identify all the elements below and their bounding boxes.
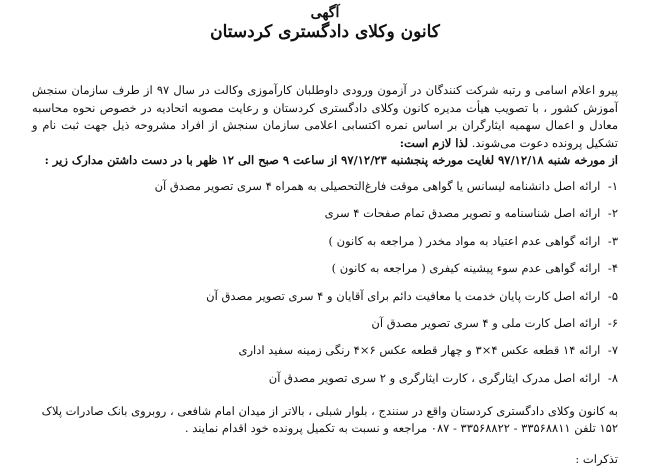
intro-paragraph	[32, 82, 618, 152]
item-text: ارائه گواهی عدم اعتیاد به مواد مخدر ( مراجعه به کانون )	[328, 233, 601, 248]
item-number: ۸-	[607, 370, 618, 385]
required-documents-list	[32, 178, 618, 397]
registration-deadline: از مورخه شنبه ۹۷/۱۲/۱۸ لغایت مورخه پنجشنبه ۹۷/۱۲/۲۳ از ساعت ۹ صبح الی ۱۲ ظهر با در دست داشتن مدارک زیر :	[44, 153, 618, 167]
list-item	[32, 260, 618, 287]
item-text: ارائه اصل مدرک ایثارگری ، کارت ایثارگری و ۲ سری تصویر مصدق آن	[268, 370, 601, 385]
item-text: ارائه اصل کارت ملی و ۴ سری تصویر مصدق آن	[371, 315, 601, 330]
item-number: ۱-	[607, 179, 618, 193]
item-text: ارائه اصل کارت پایان خدمت یا معافیت دائم برای آقایان و ۴ سری تصویر مصدق آن	[206, 288, 601, 303]
list-item	[32, 205, 618, 232]
item-text: ارائه ۱۴ قطعه عکس ۴×۳ و چهار قطعه عکس ۶×۴ رنگی زمینه سفید اداری	[238, 343, 601, 358]
item-text: ارائه اصل شناسنامه و تصویر مصدق تمام صفحات ۴ سری	[324, 206, 601, 221]
notice-heading: آگهی	[310, 5, 340, 21]
list-item	[32, 315, 618, 342]
item-text: ارائه گواهی عدم سوء پیشینه کیفری ( مراجعه به کانون )	[331, 261, 601, 276]
notice-title: کانون وکلای دادگستری کردستان	[210, 22, 440, 42]
item-number: ۳-	[607, 233, 618, 248]
item-text: ارائه اصل دانشنامه لیسانس یا گواهی موقت فارغ‌التحصیلی به همراه ۴ سری تصویر مصدق آن	[154, 179, 601, 193]
item-number: ۲-	[607, 206, 618, 221]
item-number: ۶-	[607, 315, 618, 330]
item-number: ۴-	[607, 261, 618, 276]
item-number: ۷-	[607, 343, 618, 358]
address-paragraph: به کانون وکلای دادگستری کردستان واقع در سنندج ، بلوار شبلی ، بالاتر از میدان امام شافعی ، روبروی بانک صادرات پلاک ۱۵۲ تلفن ۳۳۵۶۸۸۱۱ - ۳۳۵۶۸۸۲۲ - ۰۸۷ مراجعه و نسبت به تکمیل پرونده خود اقدام نمایند .	[41, 404, 618, 435]
item-number: ۵-	[607, 288, 618, 303]
list-item	[32, 288, 618, 315]
list-item	[32, 370, 618, 397]
list-item	[32, 342, 618, 369]
reminders-label: تذکرات :	[575, 452, 618, 466]
intro-emphasis: لذا لازم است:	[399, 135, 469, 150]
list-item	[32, 178, 618, 205]
intro-text: پیرو اعلام اسامی و رتبه شرکت کنندگان در آزمون ورودی داوطلبان کارآموزی وکالت در سال ۹۷ از طرف سازمان سنجش آموزش کشور ، با تصویب هیأت مدیره کانون وکلای دادگستری کردستان و رعایت مصوبه اتحادیه در خصوص نحوه محاسبه معادل و اعمال سهمیه ایثارگران بر اساس نمره اکتسابی اعلامی سازمان سنجش از افراد مشروحه ذیل جهت ثبت نام و تشکیل پرونده دعوت می‌شوند.	[32, 83, 618, 150]
list-item	[32, 233, 618, 260]
